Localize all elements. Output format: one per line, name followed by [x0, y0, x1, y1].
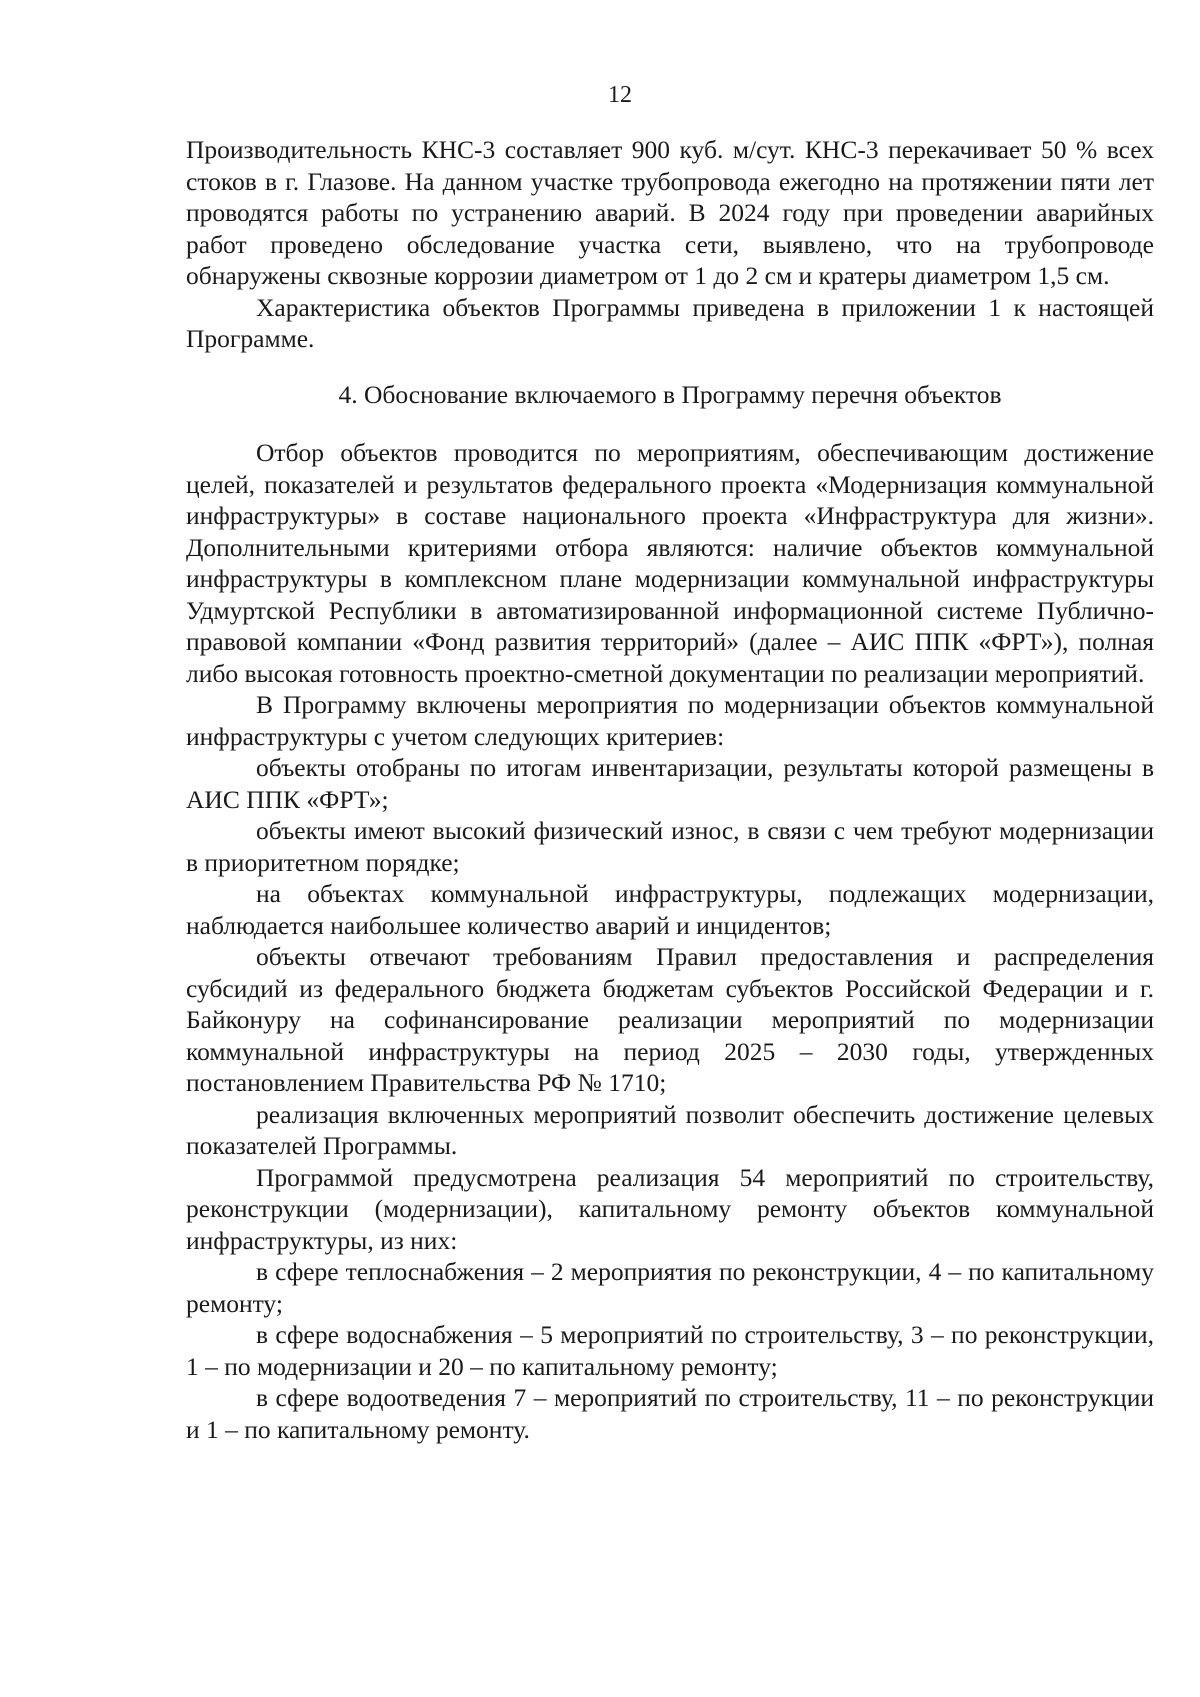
document-body: [186, 134, 1154, 1445]
list-item: в сфере водоотведения 7 – мероприятий по строительству, 11 – по реконструкции и 1 – по капитальному ремонту.: [186, 1383, 1154, 1444]
paragraph: Программой предусмотрена реализация 54 мероприятий по строительству, реконструкции (модернизации), капитальному ремонту объектов коммунальной инфраструктуры, из них:: [186, 1162, 1154, 1255]
list-item: на объектах коммунальной инфраструктуры, подлежащих модернизации, наблюдается наибольшее количество аварий и инцидентов;: [186, 879, 1154, 940]
paragraph: Отбор объектов проводится по мероприятиям, обеспечивающим достижение целей, показателей и результатов федерального проекта «Модернизация коммунальной инфраструктуры» в составе национального проекта «Инфраструктура для жизни». Дополнительными критериями отбора являются: наличие объектов коммунальной инфраструктуры в комплексном плане модернизации коммунальной инфраструктуры Удмуртской Республики в автоматизированной информационной системе Публично-правовой компании «Фонд развития территорий» (далее – АИС ППК «ФРТ»), полная либо высокая готовность проектно-сметной документации по реализации мероприятий.: [186, 438, 1154, 688]
list-item: объекты отвечают требованиям Правил предоставления и распределения субсидий из федерального бюджета бюджетам субъектов Российской Федерации и г. Байконуру на софинансирование реализации мероприятий по модернизации коммунальной инфраструктуры на период 2025 – 2030 годы, утвержденных постановлением Правительства РФ № 1710;: [186, 942, 1154, 1097]
page-number: 12: [608, 82, 632, 108]
paragraph: В Программу включены мероприятия по модернизации объектов коммунальной инфраструктуры с учетом следующих критериев:: [186, 690, 1154, 751]
list-item: объекты отобраны по итогам инвентаризации, результаты которой размещены в АИС ППК «ФРТ»;: [186, 753, 1154, 814]
list-item: реализация включенных мероприятий позволит обеспечить достижение целевых показателей Программы.: [186, 1099, 1154, 1160]
paragraph: Производительность КНС-3 составляет 900 куб. м/сут. КНС-3 перекачивает 50 % всех стоков в г. Глазове. На данном участке трубопровода ежегодно на протяжении пяти лет проводятся работы по устранению аварий. В 2024 году при проведении аварийных работ проведено обследование участка сети, выявлено, что на трубопроводе обнаружены сквозные коррозии диаметром от 1 до 2 см и кратеры диаметром 1,5 см.: [186, 135, 1154, 290]
list-item: объекты имеют высокий физический износ, в связи с чем требуют модернизации в приоритетном порядке;: [186, 816, 1154, 877]
section-heading: 4. Обоснование включаемого в Программу перечня объектов: [338, 379, 1002, 409]
paragraph: Характеристика объектов Программы приведена в приложении 1 к настоящей Программе.: [186, 292, 1154, 353]
list-item: в сфере теплоснабжения – 2 мероприятия по реконструкции, 4 – по капитальному ремонту;: [186, 1257, 1154, 1318]
list-item: в сфере водоснабжения – 5 мероприятий по строительству, 3 – по реконструкции, 1 – по модернизации и 20 – по капитальному ремонту;: [186, 1320, 1154, 1381]
